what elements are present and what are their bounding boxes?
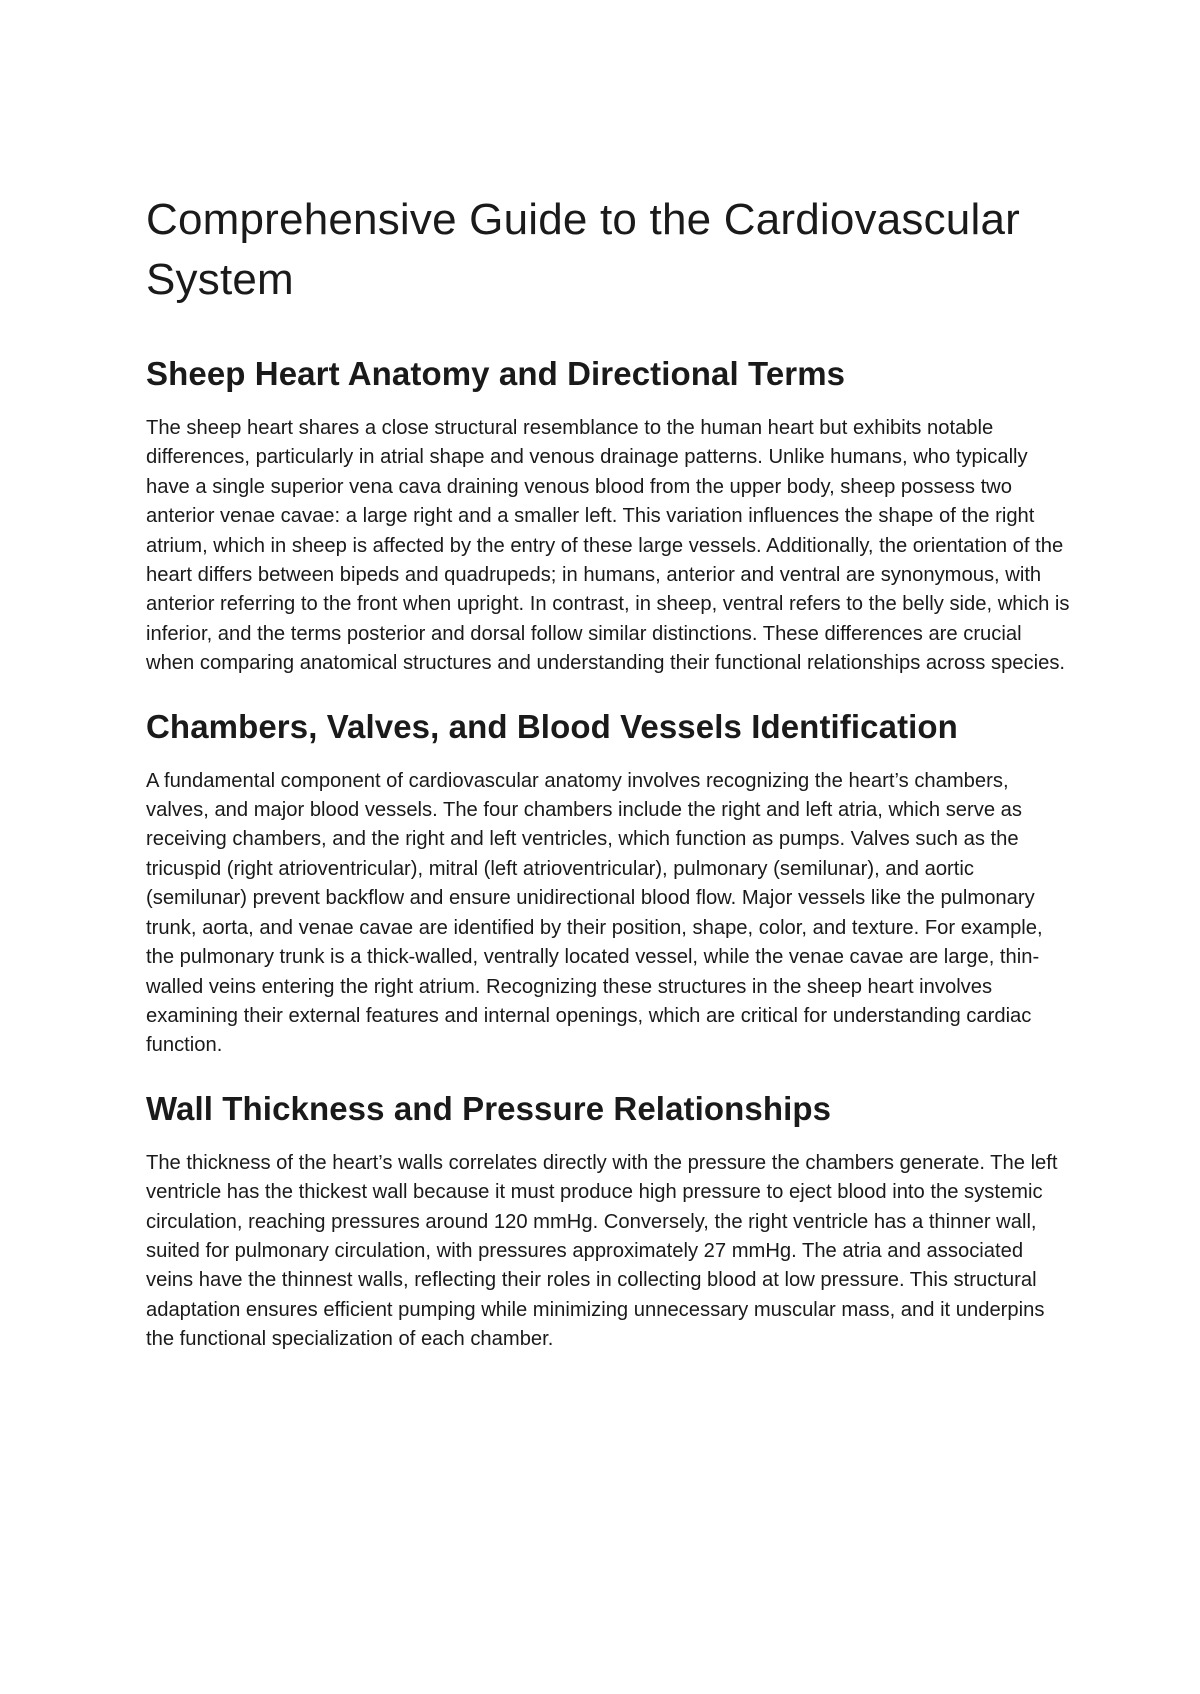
section-paragraph: The sheep heart shares a close structural resemblance to the human heart but exhibits notable differences, particularly in atrial shape and venous drainage patterns. Unlike humans, who typically have a single superior vena cava draining venous blood from the upper body, sheep possess two anterior venae cavae: a large right and a smaller left. This variation influences the shape of the right atrium, which in sheep is affected by the entry of these large vessels. Additionally, the orientation of the heart differs between bipeds and quadrupeds; in humans, anterior and ventral are synonymous, with anterior referring to the front when upright. In contrast, in sheep, ventral refers to the belly side, which is inferior, and the terms posterior and dorsal follow similar distinctions. These differences are crucial when comparing anatomical structures and understanding their functional relationships across species. xyxy=(146,417,1070,675)
section-wall-thickness-pressure xyxy=(146,1089,1070,1355)
section-paragraph: The thickness of the heart’s walls correlates directly with the pressure the chambers generate. The left ventricle has the thickest wall because it must produce high pressure to eject blood into the systemic circulation, reaching pressures around 120 mmHg. Conversely, the right ventricle has a thinner wall, suited for pulmonary circulation, with pressures approximately 27 mmHg. The atria and associated veins have the thinnest walls, reflecting their roles in collecting blood at low pressure. This structural adaptation ensures efficient pumping while minimizing unnecessary muscular mass, and it underpins the functional specialization of each chamber. xyxy=(146,1151,1058,1351)
section-sheep-heart-anatomy xyxy=(146,354,1070,679)
section-heading: Wall Thickness and Pressure Relationships xyxy=(146,1089,832,1127)
document-title: Comprehensive Guide to the Cardiovascular System xyxy=(146,195,1020,304)
section-heading: Sheep Heart Anatomy and Directional Terms xyxy=(146,355,846,392)
section-chambers-valves-vessels xyxy=(146,707,1070,1061)
section-heading: Chambers, Valves, and Blood Vessels Identification xyxy=(146,707,958,745)
section-paragraph: A fundamental component of cardiovascular anatomy involves recognizing the heart’s chambers, valves, and major blood vessels. The four chambers include the right and left atria, which serve as receiving chambers, and the right and left ventricles, which function as pumps. Valves such as the tricuspid (right atrioventricular), mitral (left atrioventricular), pulmonary (semilunar), and aortic (semilunar) prevent backflow and ensure unidirectional blood flow. Major vessels like the pulmonary trunk, aorta, and venae cavae are identified by their position, shape, color, and texture. For example, the pulmonary trunk is a thick-walled, ventrally located vessel, while the venae cavae are large, thin-walled veins entering the right atrium. Recognizing these structures in the sheep heart involves examining their external features and internal openings, which are critical for understanding cardiac function. xyxy=(146,769,1043,1057)
